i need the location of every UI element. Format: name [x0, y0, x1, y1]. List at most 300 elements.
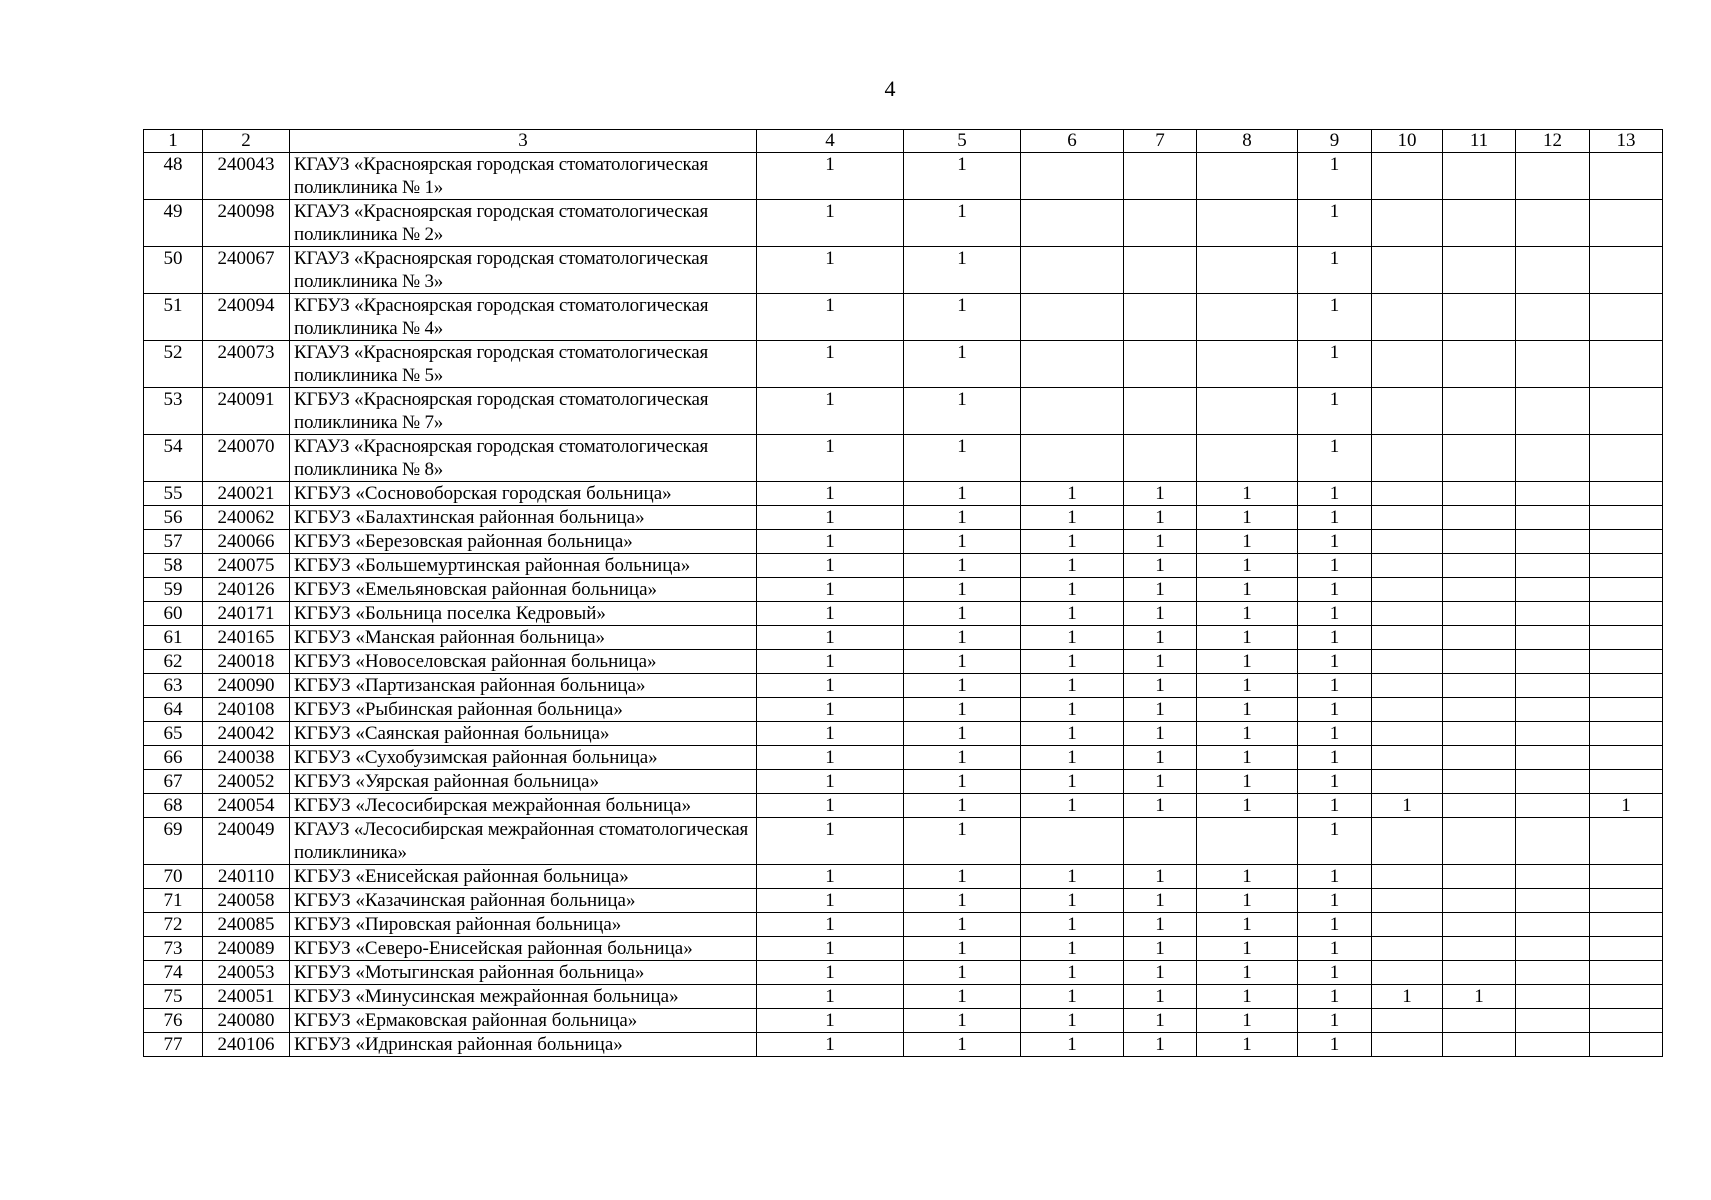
col12-cell	[1516, 1009, 1590, 1033]
col8-cell	[1197, 247, 1298, 294]
col11-cell	[1443, 1033, 1516, 1057]
col5-cell: 1	[904, 746, 1021, 770]
col13-cell	[1590, 698, 1663, 722]
col8-cell: 1	[1197, 626, 1298, 650]
table-row	[144, 294, 1663, 341]
col13-cell	[1590, 650, 1663, 674]
col9-cell: 1	[1298, 1033, 1372, 1057]
table-row	[144, 1033, 1663, 1057]
col10-cell	[1372, 937, 1443, 961]
col6-cell: 1	[1021, 794, 1124, 818]
col8-cell: 1	[1197, 889, 1298, 913]
row-number-cell: 61	[144, 626, 203, 650]
code-cell: 240053	[203, 961, 290, 985]
col9-cell: 1	[1298, 247, 1372, 294]
col11-cell	[1443, 770, 1516, 794]
code-cell: 240165	[203, 626, 290, 650]
code-cell: 240091	[203, 388, 290, 435]
col5-cell: 1	[904, 770, 1021, 794]
col9-cell: 1	[1298, 341, 1372, 388]
code-cell: 240126	[203, 578, 290, 602]
code-cell: 240090	[203, 674, 290, 698]
col12-cell	[1516, 889, 1590, 913]
col13-cell	[1590, 770, 1663, 794]
row-number-cell: 60	[144, 602, 203, 626]
col4-cell: 1	[757, 578, 904, 602]
col9-cell: 1	[1298, 770, 1372, 794]
col13-cell	[1590, 153, 1663, 200]
col5-cell: 1	[904, 578, 1021, 602]
table-row	[144, 247, 1663, 294]
col4-cell: 1	[757, 722, 904, 746]
col4-cell: 1	[757, 247, 904, 294]
col12-cell	[1516, 961, 1590, 985]
table-row	[144, 200, 1663, 247]
code-cell: 240062	[203, 506, 290, 530]
col10-cell	[1372, 913, 1443, 937]
col6-cell: 1	[1021, 506, 1124, 530]
col11-cell	[1443, 530, 1516, 554]
col8-cell: 1	[1197, 506, 1298, 530]
organization-name-cell: КГБУЗ «Северо-Енисейская районная больница»	[290, 937, 757, 961]
col13-cell	[1590, 294, 1663, 341]
row-number-cell: 66	[144, 746, 203, 770]
col8-cell	[1197, 341, 1298, 388]
col11-cell	[1443, 1009, 1516, 1033]
organization-name-cell: КГБУЗ «Ермаковская районная больница»	[290, 1009, 757, 1033]
organization-name-cell: КГБУЗ «Саянская районная больница»	[290, 722, 757, 746]
col5-cell: 1	[904, 794, 1021, 818]
col5-cell: 1	[904, 985, 1021, 1009]
col13-cell	[1590, 913, 1663, 937]
col10-cell	[1372, 602, 1443, 626]
row-number-cell: 50	[144, 247, 203, 294]
col6-cell: 1	[1021, 722, 1124, 746]
header-cell: 2	[203, 130, 290, 153]
organization-name-cell: КГБУЗ «Партизанская районная больница»	[290, 674, 757, 698]
organization-name-cell: КГАУЗ «Красноярская городская стоматологическая поликлиника № 5»	[290, 341, 757, 388]
row-number-cell: 69	[144, 818, 203, 865]
col8-cell: 1	[1197, 578, 1298, 602]
col12-cell	[1516, 626, 1590, 650]
col5-cell: 1	[904, 1033, 1021, 1057]
organization-name-cell: КГБУЗ «Сосновоборская городская больница»	[290, 482, 757, 506]
col9-cell: 1	[1298, 722, 1372, 746]
code-cell: 240070	[203, 435, 290, 482]
col12-cell	[1516, 1033, 1590, 1057]
data-table	[143, 129, 1663, 1057]
col8-cell: 1	[1197, 698, 1298, 722]
col7-cell: 1	[1124, 506, 1197, 530]
col11-cell	[1443, 435, 1516, 482]
organization-name-cell: КГБУЗ «Новоселовская районная больница»	[290, 650, 757, 674]
col5-cell: 1	[904, 435, 1021, 482]
col13-cell	[1590, 341, 1663, 388]
col12-cell	[1516, 554, 1590, 578]
col11-cell	[1443, 650, 1516, 674]
table-row	[144, 913, 1663, 937]
header-cell: 6	[1021, 130, 1124, 153]
col7-cell: 1	[1124, 554, 1197, 578]
col11-cell	[1443, 913, 1516, 937]
col13-cell	[1590, 602, 1663, 626]
col13-cell	[1590, 674, 1663, 698]
col4-cell: 1	[757, 818, 904, 865]
row-number-cell: 63	[144, 674, 203, 698]
row-number-cell: 77	[144, 1033, 203, 1057]
col12-cell	[1516, 341, 1590, 388]
col7-cell	[1124, 341, 1197, 388]
header-cell: 8	[1197, 130, 1298, 153]
col7-cell: 1	[1124, 889, 1197, 913]
col8-cell: 1	[1197, 650, 1298, 674]
col4-cell: 1	[757, 985, 904, 1009]
col7-cell: 1	[1124, 722, 1197, 746]
col9-cell: 1	[1298, 200, 1372, 247]
organization-name-cell: КГБУЗ «Красноярская городская стоматологическая поликлиника № 4»	[290, 294, 757, 341]
col12-cell	[1516, 294, 1590, 341]
col4-cell: 1	[757, 506, 904, 530]
col6-cell	[1021, 153, 1124, 200]
col9-cell: 1	[1298, 482, 1372, 506]
organization-name-cell: КГАУЗ «Красноярская городская стоматологическая поликлиника № 2»	[290, 200, 757, 247]
col13-cell	[1590, 818, 1663, 865]
col11-cell	[1443, 794, 1516, 818]
col5-cell: 1	[904, 247, 1021, 294]
col8-cell	[1197, 153, 1298, 200]
col6-cell	[1021, 294, 1124, 341]
table-row	[144, 388, 1663, 435]
table-row	[144, 674, 1663, 698]
col13-cell	[1590, 746, 1663, 770]
table-row	[144, 1009, 1663, 1033]
col12-cell	[1516, 818, 1590, 865]
col10-cell	[1372, 961, 1443, 985]
col8-cell: 1	[1197, 1033, 1298, 1057]
col4-cell: 1	[757, 200, 904, 247]
code-cell: 240073	[203, 341, 290, 388]
col5-cell: 1	[904, 341, 1021, 388]
code-cell: 240051	[203, 985, 290, 1009]
col5-cell: 1	[904, 388, 1021, 435]
col13-cell	[1590, 937, 1663, 961]
col9-cell: 1	[1298, 650, 1372, 674]
col12-cell	[1516, 985, 1590, 1009]
organization-name-cell: КГБУЗ «Енисейская районная больница»	[290, 865, 757, 889]
organization-name-cell: КГАУЗ «Красноярская городская стоматологическая поликлиника № 1»	[290, 153, 757, 200]
col9-cell: 1	[1298, 961, 1372, 985]
col9-cell: 1	[1298, 602, 1372, 626]
col7-cell: 1	[1124, 961, 1197, 985]
col4-cell: 1	[757, 602, 904, 626]
col4-cell: 1	[757, 1033, 904, 1057]
col6-cell: 1	[1021, 626, 1124, 650]
col9-cell: 1	[1298, 865, 1372, 889]
col8-cell	[1197, 200, 1298, 247]
table-row	[144, 746, 1663, 770]
code-cell: 240038	[203, 746, 290, 770]
col5-cell: 1	[904, 1009, 1021, 1033]
col4-cell: 1	[757, 435, 904, 482]
col11-cell	[1443, 674, 1516, 698]
table-row	[144, 985, 1663, 1009]
organization-name-cell: КГБУЗ «Сухобузимская районная больница»	[290, 746, 757, 770]
col8-cell: 1	[1197, 674, 1298, 698]
col9-cell: 1	[1298, 554, 1372, 578]
col8-cell: 1	[1197, 530, 1298, 554]
col12-cell	[1516, 530, 1590, 554]
col13-cell	[1590, 482, 1663, 506]
col10-cell	[1372, 554, 1443, 578]
col6-cell: 1	[1021, 937, 1124, 961]
code-cell: 240021	[203, 482, 290, 506]
col13-cell	[1590, 388, 1663, 435]
code-cell: 240018	[203, 650, 290, 674]
col6-cell: 1	[1021, 530, 1124, 554]
row-number-cell: 48	[144, 153, 203, 200]
col8-cell: 1	[1197, 482, 1298, 506]
col6-cell: 1	[1021, 889, 1124, 913]
col9-cell: 1	[1298, 985, 1372, 1009]
organization-name-cell: КГБУЗ «Минусинская межрайонная больница»	[290, 985, 757, 1009]
col5-cell: 1	[904, 650, 1021, 674]
col4-cell: 1	[757, 388, 904, 435]
col12-cell	[1516, 578, 1590, 602]
col11-cell	[1443, 698, 1516, 722]
table-row	[144, 650, 1663, 674]
col13-cell	[1590, 985, 1663, 1009]
code-cell: 240108	[203, 698, 290, 722]
col5-cell: 1	[904, 482, 1021, 506]
col12-cell	[1516, 388, 1590, 435]
header-cell: 1	[144, 130, 203, 153]
header-cell: 7	[1124, 130, 1197, 153]
table-row	[144, 626, 1663, 650]
row-number-cell: 70	[144, 865, 203, 889]
col11-cell	[1443, 722, 1516, 746]
col11-cell	[1443, 937, 1516, 961]
col12-cell	[1516, 770, 1590, 794]
table-row	[144, 794, 1663, 818]
organization-name-cell: КГАУЗ «Лесосибирская межрайонная стоматологическая поликлиника»	[290, 818, 757, 865]
code-cell: 240067	[203, 247, 290, 294]
col9-cell: 1	[1298, 794, 1372, 818]
organization-name-cell: КГБУЗ «Березовская районная больница»	[290, 530, 757, 554]
col7-cell: 1	[1124, 578, 1197, 602]
code-cell: 240085	[203, 913, 290, 937]
row-number-cell: 67	[144, 770, 203, 794]
col12-cell	[1516, 794, 1590, 818]
col7-cell: 1	[1124, 794, 1197, 818]
row-number-cell: 58	[144, 554, 203, 578]
col13-cell	[1590, 435, 1663, 482]
col8-cell: 1	[1197, 794, 1298, 818]
col6-cell: 1	[1021, 913, 1124, 937]
col7-cell: 1	[1124, 865, 1197, 889]
col7-cell: 1	[1124, 746, 1197, 770]
col6-cell: 1	[1021, 578, 1124, 602]
code-cell: 240066	[203, 530, 290, 554]
table-row	[144, 602, 1663, 626]
code-cell: 240080	[203, 1009, 290, 1033]
col7-cell: 1	[1124, 650, 1197, 674]
col12-cell	[1516, 865, 1590, 889]
col4-cell: 1	[757, 746, 904, 770]
row-number-cell: 71	[144, 889, 203, 913]
page-number: 4	[884, 76, 896, 101]
col10-cell	[1372, 530, 1443, 554]
col12-cell	[1516, 698, 1590, 722]
col10-cell	[1372, 674, 1443, 698]
col4-cell: 1	[757, 294, 904, 341]
organization-name-cell: КГБУЗ «Лесосибирская межрайонная больница»	[290, 794, 757, 818]
col10-cell	[1372, 1033, 1443, 1057]
code-cell: 240054	[203, 794, 290, 818]
col10-cell	[1372, 626, 1443, 650]
col9-cell: 1	[1298, 746, 1372, 770]
header-cell: 5	[904, 130, 1021, 153]
organization-name-cell: КГБУЗ «Балахтинская районная больница»	[290, 506, 757, 530]
organization-name-cell: КГБУЗ «Рыбинская районная больница»	[290, 698, 757, 722]
col10-cell	[1372, 506, 1443, 530]
col5-cell: 1	[904, 913, 1021, 937]
col5-cell: 1	[904, 722, 1021, 746]
col13-cell	[1590, 506, 1663, 530]
col4-cell: 1	[757, 889, 904, 913]
col11-cell	[1443, 506, 1516, 530]
table-row	[144, 578, 1663, 602]
col12-cell	[1516, 435, 1590, 482]
col11-cell	[1443, 341, 1516, 388]
organization-name-cell: КГБУЗ «Мотыгинская районная больница»	[290, 961, 757, 985]
col6-cell	[1021, 341, 1124, 388]
col12-cell	[1516, 746, 1590, 770]
col5-cell: 1	[904, 626, 1021, 650]
col7-cell: 1	[1124, 530, 1197, 554]
col4-cell: 1	[757, 341, 904, 388]
col6-cell: 1	[1021, 770, 1124, 794]
row-number-cell: 74	[144, 961, 203, 985]
col10-cell	[1372, 435, 1443, 482]
col13-cell	[1590, 530, 1663, 554]
organization-name-cell: КГБУЗ «Казачинская районная больница»	[290, 889, 757, 913]
col9-cell: 1	[1298, 818, 1372, 865]
col5-cell: 1	[904, 698, 1021, 722]
table-row	[144, 889, 1663, 913]
col11-cell	[1443, 626, 1516, 650]
table-row	[144, 341, 1663, 388]
col5-cell: 1	[904, 554, 1021, 578]
col11-cell	[1443, 578, 1516, 602]
col13-cell	[1590, 1009, 1663, 1033]
col8-cell: 1	[1197, 937, 1298, 961]
col9-cell: 1	[1298, 674, 1372, 698]
row-number-cell: 53	[144, 388, 203, 435]
col11-cell	[1443, 153, 1516, 200]
organization-name-cell: КГБУЗ «Уярская районная больница»	[290, 770, 757, 794]
col7-cell	[1124, 294, 1197, 341]
col10-cell: 1	[1372, 794, 1443, 818]
code-cell: 240089	[203, 937, 290, 961]
col7-cell: 1	[1124, 770, 1197, 794]
col7-cell: 1	[1124, 913, 1197, 937]
col9-cell: 1	[1298, 153, 1372, 200]
col9-cell: 1	[1298, 578, 1372, 602]
header-cell: 10	[1372, 130, 1443, 153]
col5-cell: 1	[904, 602, 1021, 626]
col10-cell	[1372, 889, 1443, 913]
col4-cell: 1	[757, 626, 904, 650]
col7-cell	[1124, 435, 1197, 482]
organization-name-cell: КГБУЗ «Пировская районная больница»	[290, 913, 757, 937]
col6-cell	[1021, 818, 1124, 865]
row-number-cell: 54	[144, 435, 203, 482]
col13-cell	[1590, 554, 1663, 578]
row-number-cell: 57	[144, 530, 203, 554]
row-number-cell: 73	[144, 937, 203, 961]
col6-cell: 1	[1021, 482, 1124, 506]
col5-cell: 1	[904, 506, 1021, 530]
row-number-cell: 55	[144, 482, 203, 506]
col11-cell	[1443, 889, 1516, 913]
organization-name-cell: КГБУЗ «Красноярская городская стоматологическая поликлиника № 7»	[290, 388, 757, 435]
col8-cell: 1	[1197, 722, 1298, 746]
col13-cell	[1590, 722, 1663, 746]
col10-cell	[1372, 770, 1443, 794]
col7-cell: 1	[1124, 1009, 1197, 1033]
col13-cell	[1590, 200, 1663, 247]
col8-cell	[1197, 388, 1298, 435]
col4-cell: 1	[757, 698, 904, 722]
table-row	[144, 937, 1663, 961]
row-number-cell: 72	[144, 913, 203, 937]
col6-cell: 1	[1021, 674, 1124, 698]
col9-cell: 1	[1298, 626, 1372, 650]
header-cell: 11	[1443, 130, 1516, 153]
code-cell: 240042	[203, 722, 290, 746]
row-number-cell: 49	[144, 200, 203, 247]
col12-cell	[1516, 200, 1590, 247]
row-number-cell: 52	[144, 341, 203, 388]
table-row	[144, 818, 1663, 865]
code-cell: 240094	[203, 294, 290, 341]
col7-cell: 1	[1124, 698, 1197, 722]
row-number-cell: 64	[144, 698, 203, 722]
col10-cell	[1372, 1009, 1443, 1033]
col9-cell: 1	[1298, 913, 1372, 937]
col10-cell	[1372, 294, 1443, 341]
organization-name-cell: КГБУЗ «Емельяновская районная больница»	[290, 578, 757, 602]
col13-cell	[1590, 889, 1663, 913]
header-cell: 13	[1590, 130, 1663, 153]
col11-cell	[1443, 294, 1516, 341]
col10-cell: 1	[1372, 985, 1443, 1009]
col6-cell: 1	[1021, 961, 1124, 985]
col7-cell: 1	[1124, 937, 1197, 961]
col5-cell: 1	[904, 889, 1021, 913]
col10-cell	[1372, 650, 1443, 674]
table-row	[144, 698, 1663, 722]
col6-cell	[1021, 200, 1124, 247]
code-cell: 240049	[203, 818, 290, 865]
row-number-cell: 59	[144, 578, 203, 602]
col7-cell	[1124, 818, 1197, 865]
col7-cell: 1	[1124, 985, 1197, 1009]
header-cell: 12	[1516, 130, 1590, 153]
col12-cell	[1516, 482, 1590, 506]
col6-cell	[1021, 435, 1124, 482]
col8-cell: 1	[1197, 554, 1298, 578]
